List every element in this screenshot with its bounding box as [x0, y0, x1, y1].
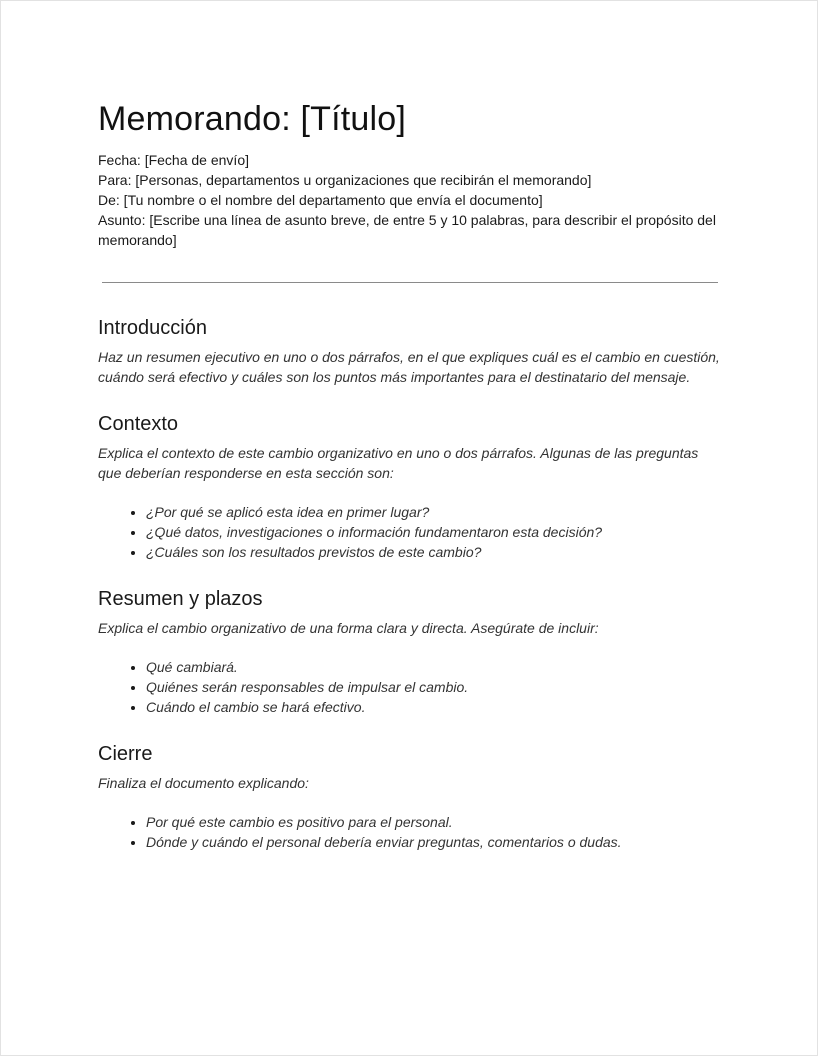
resumen-bullet-list	[98, 657, 723, 717]
list-item: • Qué cambiará.	[146, 657, 723, 677]
field-fecha-value: [Fecha de envío]	[140, 152, 249, 168]
field-fecha-label: Fecha:	[98, 152, 141, 168]
section-text-contexto: Explica el contexto de este cambio organizativo en uno o dos párrafos. Algunas de las preguntas que deberían responderse en esta sección son:	[98, 445, 699, 481]
list-item: • ¿Por qué se aplicó esta idea en primer lugar?	[146, 502, 723, 522]
section-heading-contexto: Contexto	[98, 413, 179, 435]
section-text-introduccion: Haz un resumen ejecutivo en uno o dos párrafos, en el que expliques cuál es el cambio en cuestión, cuándo será efectivo y cuáles son los puntos más importantes para el destinatario del mensaje.	[98, 349, 720, 385]
contexto-bullet-list	[98, 502, 723, 562]
memo-header-fields	[98, 150, 723, 250]
field-asunto-value: [Escribe una línea de asunto breve, de entre 5 y 10 palabras, para describir el propósito del memorando]	[98, 212, 716, 248]
field-para-label: Para:	[98, 172, 132, 188]
field-de-label: De:	[98, 192, 120, 208]
field-de	[98, 190, 723, 210]
field-para	[98, 170, 723, 190]
cierre-bullet-list	[98, 812, 723, 852]
field-fecha	[98, 150, 723, 170]
list-item: • ¿Cuáles son los resultados previstos de este cambio?	[146, 542, 723, 562]
list-item: • Quiénes serán responsables de impulsar el cambio.	[146, 677, 723, 697]
memo-title: Memorando: [Título]	[98, 100, 407, 138]
header-divider	[102, 282, 718, 283]
section-heading-resumen: Resumen y plazos	[98, 588, 263, 610]
field-para-value: [Personas, departamentos u organizaciones que recibirán el memorando]	[131, 172, 592, 188]
document-body	[98, 97, 723, 852]
field-de-value: [Tu nombre o el nombre del departamento que envía el documento]	[119, 192, 543, 208]
list-item: • Cuándo el cambio se hará efectivo.	[146, 697, 723, 717]
list-item: • ¿Qué datos, investigaciones o información fundamentaron esta decisión?	[146, 522, 723, 542]
list-item: • Dónde y cuándo el personal debería enviar preguntas, comentarios o dudas.	[146, 832, 723, 852]
section-heading-cierre: Cierre	[98, 743, 153, 765]
section-text-resumen: Explica el cambio organizativo de una forma clara y directa. Asegúrate de incluir:	[98, 620, 599, 636]
section-text-cierre: Finaliza el documento explicando:	[98, 775, 309, 791]
field-asunto	[98, 210, 723, 250]
section-heading-introduccion: Introducción	[98, 317, 207, 339]
list-item: • Por qué este cambio es positivo para el personal.	[146, 812, 723, 832]
field-asunto-label: Asunto:	[98, 212, 146, 228]
